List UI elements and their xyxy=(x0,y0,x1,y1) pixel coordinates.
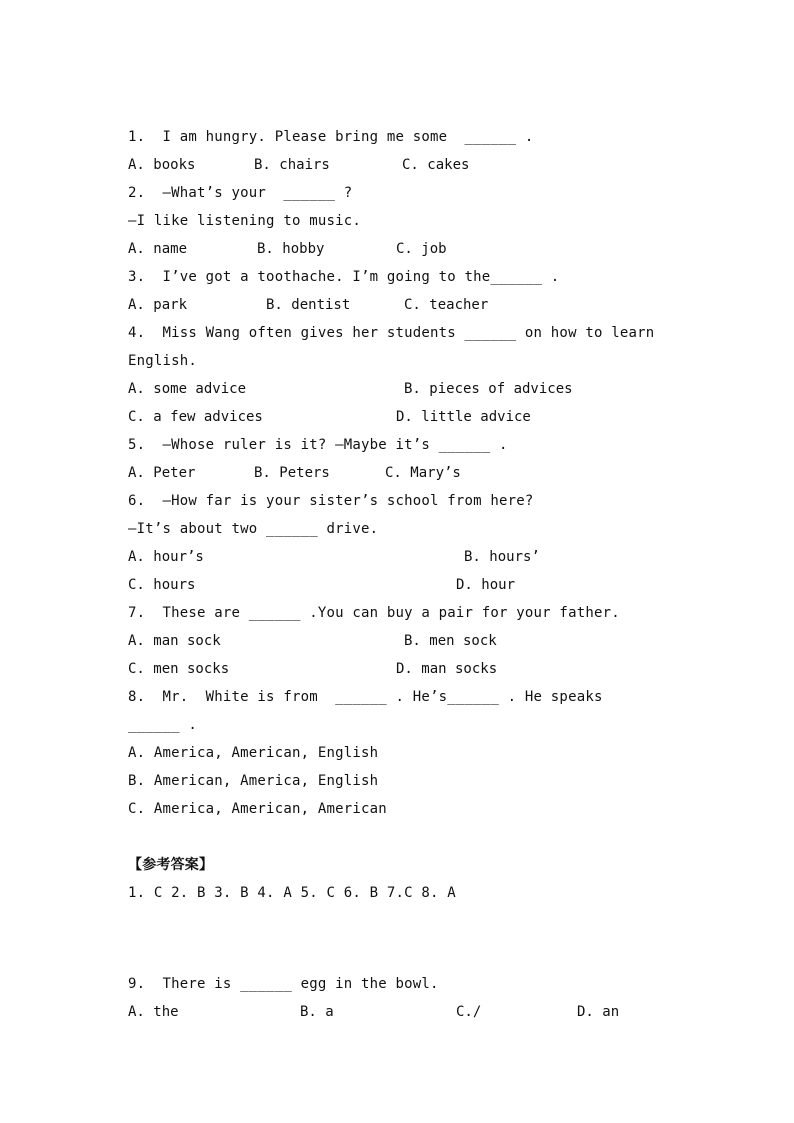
question-1-option-b: B. chairs xyxy=(254,157,330,173)
question-6-option-b: B. hours’ xyxy=(464,549,540,565)
question-2-option-c: C. job xyxy=(396,241,447,257)
question-9-option-b: B. a xyxy=(300,1004,334,1020)
question-5-option-a: A. Peter xyxy=(128,465,196,481)
question-9-stem: 9. There is ______ egg in the bowl. xyxy=(128,976,439,992)
question-6-option-c: C. hours xyxy=(128,577,196,593)
question-2-option-a: A. name xyxy=(128,241,188,257)
question-6-option-a: A. hour’s xyxy=(128,549,204,565)
question-5-option-c: C. Mary’s xyxy=(385,465,461,481)
question-4-stem-continued: English. xyxy=(128,353,198,369)
question-7-option-d: D. man socks xyxy=(396,661,498,677)
question-1-option-a: A. books xyxy=(128,157,196,173)
question-3-option-a: A. park xyxy=(128,297,188,313)
question-4-option-d: D. little advice xyxy=(396,409,531,425)
question-1-stem: 1. I am hungry. Please bring me some ______ . xyxy=(128,129,534,145)
question-3-option-b: B. dentist xyxy=(266,297,351,313)
question-9-option-d: D. an xyxy=(577,1004,620,1020)
question-2-stem: 2. –What’s your ______ ? xyxy=(128,185,353,201)
question-1-option-c: C. cakes xyxy=(402,157,470,173)
question-8-option-a: A. America, American, English xyxy=(128,745,379,761)
question-8-option-c: C. America, American, American xyxy=(128,801,387,817)
question-7-option-b: B. men sock xyxy=(404,633,497,649)
question-8-stem: 8. Mr. White is from ______ . He’s______ . He speaks xyxy=(128,689,603,705)
question-8-stem-continued: ______ . xyxy=(128,717,198,733)
question-6-stem: 6. —How far is your sister’s school from here? xyxy=(128,493,534,509)
answer-key-heading: 【参考答案】 xyxy=(128,857,214,873)
question-8-option-b: B. American, America, English xyxy=(128,773,379,789)
question-4-option-b: B. pieces of advices xyxy=(404,381,573,397)
question-9-option-c: C./ xyxy=(456,1004,482,1020)
question-2-stem-continued: –I like listening to music. xyxy=(128,213,361,229)
answer-key-text: 1. C 2. B 3. B 4. A 5. C 6. B 7.C 8. A xyxy=(128,885,456,901)
question-2-option-b: B. hobby xyxy=(257,241,325,257)
question-4-stem: 4. Miss Wang often gives her students ______ on how to learn xyxy=(128,325,655,341)
question-6-stem-continued: —It’s about two ______ drive. xyxy=(128,521,379,537)
question-4-option-c: C. a few advices xyxy=(128,409,263,425)
question-7-option-a: A. man sock xyxy=(128,633,221,649)
question-9-option-a: A. the xyxy=(128,1004,179,1020)
question-6-option-d: D. hour xyxy=(456,577,516,593)
question-3-stem: 3. I’ve got a toothache. I’m going to the______ . xyxy=(128,269,560,285)
question-4-option-a: A. some advice xyxy=(128,381,247,397)
question-3-option-c: C. teacher xyxy=(404,297,489,313)
question-5-option-b: B. Peters xyxy=(254,465,330,481)
question-7-stem: 7. These are ______ .You can buy a pair for your father. xyxy=(128,605,620,621)
question-5-stem: 5. —Whose ruler is it? —Maybe it’s ______ . xyxy=(128,437,508,453)
question-7-option-c: C. men socks xyxy=(128,661,230,677)
